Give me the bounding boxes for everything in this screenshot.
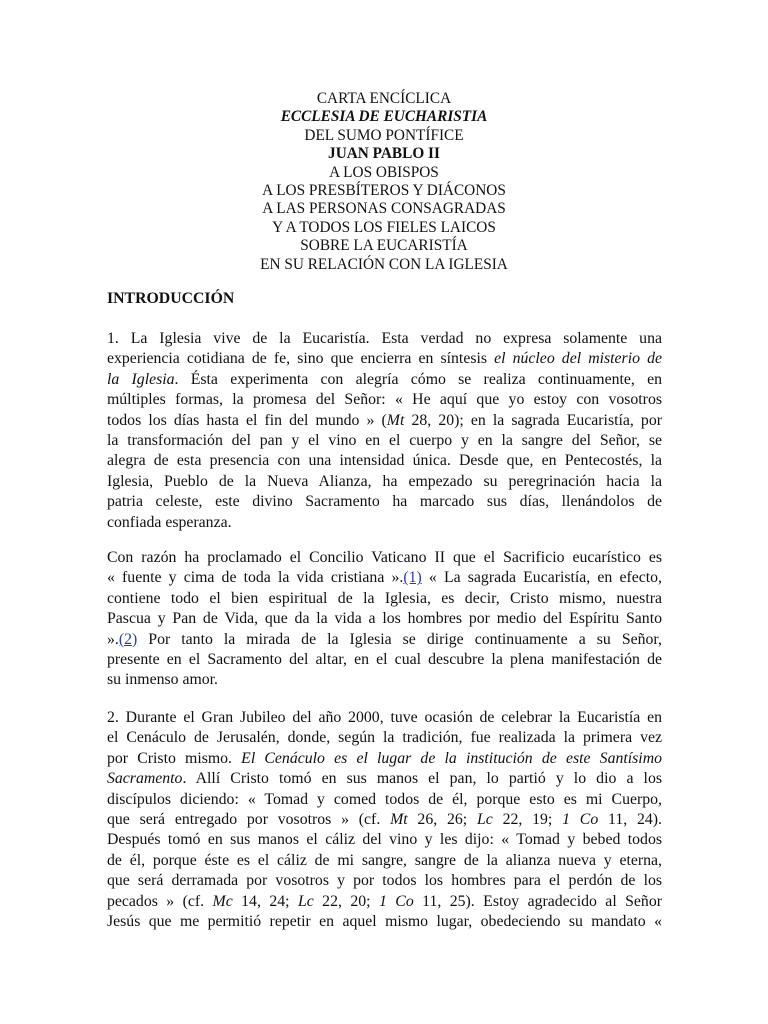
- text-line: Pascua y Pan de Vida, que da la vida a los hombres por medio del Espíritu Santo: [107, 610, 662, 628]
- text-line: por Cristo mismo. El Cenáculo es el lugar de la institución de este Santísimo: [107, 749, 662, 767]
- text-line: su inmenso amor.: [107, 671, 219, 689]
- text-line: experiencia cotidiana de fe, sino que encierra en síntesis el núcleo del misterio de: [107, 350, 662, 368]
- header-line: SOBRE LA EUCARISTÍA: [300, 237, 468, 255]
- text-line: de él, porque éste es el cáliz de mi sangre, sangre de la alianza nueva y eterna,: [107, 851, 662, 869]
- paragraph-1: [107, 329, 662, 533]
- header-line: DEL SUMO PONTÍFICE: [304, 126, 464, 144]
- text-line: la Iglesia. Ésta experimenta con alegría cómo se realiza continuamente, en: [107, 370, 662, 388]
- section-heading: INTRODUCCIÓN: [107, 290, 235, 307]
- header-line: EN SU RELACIÓN CON LA IGLESIA: [260, 255, 508, 273]
- paragraph-3: [107, 708, 662, 932]
- text-line: que será derramada por vosotros y por todos los hombres para el perdón de los: [107, 872, 662, 890]
- paragraph-2: [107, 548, 662, 691]
- text-line: presente en el Sacramento del altar, en el cual descubre la plena manifestación de: [107, 651, 662, 669]
- text-line: alegra de esta presencia con una intensidad única. Desde que, en Pentecostés, la: [107, 452, 662, 470]
- text-line: Después tomó en sus manos el cáliz del vino y les dijo: « Tomad y bebed todos: [107, 831, 662, 849]
- text-line: la transformación del pan y el vino en el cuerpo y en la sangre del Señor, se: [107, 432, 662, 450]
- text-line: pecados » (cf. Mc 14, 24; Lc 22, 20; 1 Co 11, 25). Estoy agradecido al Señor: [107, 892, 662, 910]
- text-line: « fuente y cima de toda la vida cristiana ».(1) « La sagrada Eucaristía, en efecto,: [107, 569, 662, 587]
- text-line: el Cenáculo de Jerusalén, donde, según la tradición, fue realizada la primera vez: [107, 729, 662, 747]
- encyclical-title: ECCLESIA DE EUCHARISTIA: [280, 108, 488, 126]
- text-line: 2. Durante el Gran Jubileo del año 2000, tuve ocasión de celebrar la Eucaristía en: [107, 709, 662, 726]
- text-line: Sacramento. Allí Cristo tomó en sus manos el pan, lo partió y lo dio a los: [107, 770, 662, 788]
- encyclical-header: [0, 90, 768, 274]
- header-line: A LAS PERSONAS CONSAGRADAS: [262, 200, 506, 218]
- text-line: que será entregado por vosotros » (cf. Mt 26, 26; Lc 22, 19; 1 Co 11, 24).: [107, 811, 663, 829]
- text-line: todos los días hasta el fin del mundo » (Mt 28, 20); en la sagrada Eucaristía, por: [107, 411, 662, 429]
- footnote-link-2[interactable]: (2): [118, 630, 138, 648]
- text-line: ».(2) Por tanto la mirada de la Iglesia se dirige continuamente a su Señor,: [107, 630, 662, 648]
- author-name: JUAN PABLO II: [328, 145, 440, 163]
- text-line: múltiples formas, la promesa del Señor: « He aquí que yo estoy con vosotros: [107, 391, 662, 409]
- header-line: Y A TODOS LOS FIELES LAICOS: [272, 218, 496, 236]
- header-line: CARTA ENCÍCLICA: [316, 90, 452, 107]
- text-line: Jesús que me permitió repetir en aquel mismo lugar, obedeciendo su mandato «: [107, 913, 662, 931]
- footnote-link-1[interactable]: (1): [403, 569, 422, 587]
- text-line: contiene todo el bien espiritual de la Iglesia, es decir, Cristo mismo, nuestra: [107, 589, 662, 607]
- header-line: A LOS OBISPOS: [329, 163, 439, 181]
- text-line: confiada esperanza.: [107, 513, 232, 531]
- text-line: 1. La Iglesia vive de la Eucaristía. Esta verdad no expresa solamente una: [107, 330, 662, 347]
- text-line: Con razón ha proclamado el Concilio Vaticano II que el Sacrificio eucarístico es: [107, 549, 662, 566]
- text-line: Iglesia, Pueblo de la Nueva Alianza, ha empezado su peregrinación hacia la: [107, 472, 662, 490]
- text-line: patria celeste, este divino Sacramento ha marcado sus días, llenándolos de: [107, 493, 662, 511]
- text-line: discípulos diciendo: « Tomad y comed todos de él, porque esto es mi Cuerpo,: [107, 790, 662, 808]
- header-line: A LOS PRESBÍTEROS Y DIÁCONOS: [262, 182, 506, 200]
